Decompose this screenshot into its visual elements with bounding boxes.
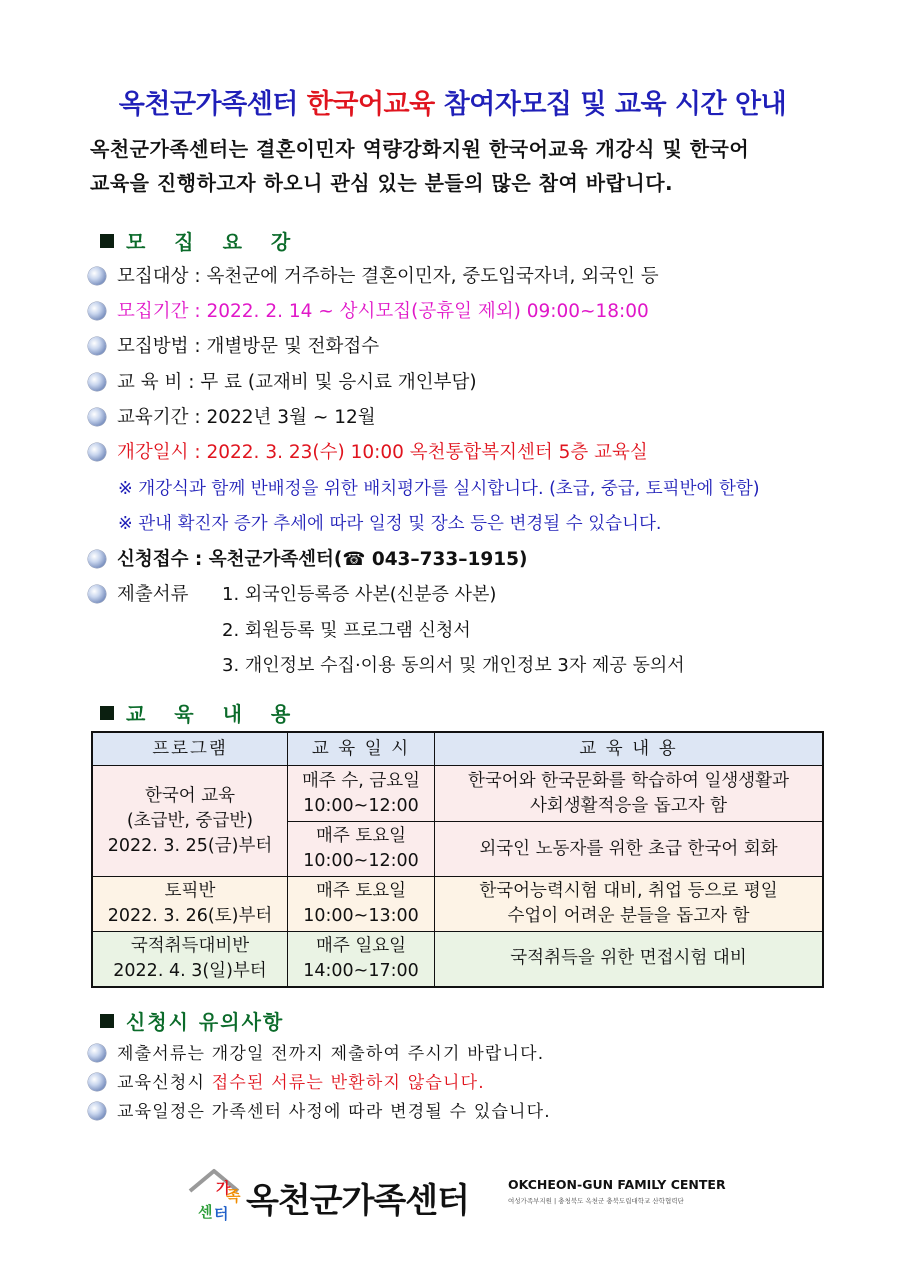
cautions-heading: 신청시 유의사항	[100, 1006, 284, 1035]
page-title	[0, 82, 905, 121]
cell-korean-time-2: 매주 토요일 10:00~12:00	[288, 822, 435, 877]
logo-char: 센	[198, 1203, 213, 1221]
recruit-heading: 모 집 요 강	[100, 226, 301, 255]
caution-item-2: 교육신청시 접수된 서류는 반환하지 않습니다.	[88, 1068, 485, 1093]
intro-text	[90, 132, 830, 200]
table-header-row	[92, 732, 823, 766]
caution-item-3: 교육일정은 가족센터 사정에 따라 변경될 수 있습니다.	[88, 1097, 551, 1122]
education-table	[91, 731, 824, 988]
recruit-method: 모집방법 : 개별방문 및 전화접수	[88, 332, 379, 358]
cell-korean-desc-2: 외국인 노동자를 위한 초급 한국어 회화	[435, 822, 824, 877]
recruit-note-1: ※ 개강식과 함께 반배정을 위한 배치평가를 실시합니다. (초급, 중급, 토픽반에 한함)	[118, 479, 760, 499]
bullet-icon	[88, 585, 106, 603]
table-row	[92, 877, 823, 932]
cell-korean-time-1: 매주 수, 금요일 10:00~12:00	[288, 766, 435, 822]
title-rest: 참여자모집 및 교육 시간 안내	[443, 89, 787, 120]
cell-korean-program: 한국어 교육 (초급반, 중급반) 2022. 3. 25(금)부터	[92, 766, 288, 877]
cell-nat-program: 국적취득대비반 2022. 4. 3(일)부터	[92, 932, 288, 987]
bullet-icon	[88, 408, 106, 426]
center-subtitle: 여성가족부지원 | 충청북도 옥천군 충북도립대학교 산학협력단	[508, 1197, 684, 1205]
bullet-icon	[88, 550, 106, 568]
cell-nat-desc: 국적취득을 위한 면접시험 대비	[435, 932, 824, 987]
cell-korean-desc-1: 한국어와 한국문화를 학습하여 일생생활과 사회생활적응을 돕고자 함	[435, 766, 824, 822]
bullet-icon	[88, 267, 106, 285]
cell-topik-time: 매주 토요일 10:00~13:00	[288, 877, 435, 932]
table-row	[92, 932, 823, 987]
caution-item-1: 제출서류는 개강일 전까지 제출하여 주시기 바랍니다.	[88, 1039, 544, 1064]
cell-nat-time: 매주 일요일 14:00~17:00	[288, 932, 435, 987]
square-bullet-icon	[100, 1014, 114, 1028]
header-program: 프로그램	[92, 732, 288, 766]
intro-line-1: 옥천군가족센터는 결혼이민자 역량강화지원 한국어교육 개강식 및 한국어	[90, 137, 750, 161]
logo-char: 족	[226, 1187, 241, 1205]
bullet-icon	[88, 1044, 106, 1062]
square-bullet-icon	[100, 234, 114, 248]
bullet-icon	[88, 302, 106, 320]
center-name: 옥천군가족센터	[246, 1181, 469, 1221]
title-highlight: 한국어교육	[306, 89, 435, 120]
doc-item-1: 1. 외국인등록증 사본(신분증 사본)	[222, 584, 497, 605]
cell-topik-program: 토픽반 2022. 3. 26(토)부터	[92, 877, 288, 932]
bullet-icon	[88, 1073, 106, 1091]
bullet-icon	[88, 337, 106, 355]
table-row	[92, 766, 823, 822]
bullet-icon	[88, 443, 106, 461]
recruit-opening: 개강일시 : 2022. 3. 23(수) 10:00 옥천통합복지센터 5층 교육실	[88, 438, 648, 464]
recruit-duration: 교육기간 : 2022년 3월 ~ 12월	[88, 403, 376, 429]
header-content: 교 육 내 용	[435, 732, 824, 766]
phone-icon: ☎	[342, 549, 366, 570]
doc-item-2: 2. 회원등록 및 프로그램 신청서	[222, 620, 471, 641]
footer-logo	[186, 1165, 726, 1227]
square-bullet-icon	[100, 706, 114, 720]
title-center: 옥천군가족센터	[118, 89, 298, 120]
recruit-fee: 교 육 비 : 무 료 (교재비 및 응시료 개인부담)	[88, 368, 477, 394]
content-heading: 교 육 내 용	[100, 698, 301, 727]
house-logo-icon	[186, 1165, 242, 1221]
center-name-english: OKCHEON-GUN FAMILY CENTER	[508, 1177, 726, 1192]
recruit-target: 모집대상 : 옥천군에 거주하는 결혼이민자, 중도입국자녀, 외국인 등	[88, 262, 659, 288]
header-schedule: 교 육 일 시	[288, 732, 435, 766]
bullet-icon	[88, 1102, 106, 1120]
recruit-docs-label: 제출서류	[88, 580, 188, 606]
intro-line-2: 교육을 진행하고자 하오니 관심 있는 분들의 많은 참여 바랍니다.	[90, 171, 674, 195]
doc-item-3: 3. 개인정보 수집·이용 동의서 및 개인정보 3자 제공 동의서	[222, 655, 685, 676]
recruit-period: 모집기간 : 2022. 2. 14 ~ 상시모집(공휴일 제외) 09:00~18:00	[88, 297, 649, 323]
recruit-note-2: ※ 관내 확진자 증가 추세에 따라 일정 및 장소 등은 변경될 수 있습니다.	[118, 514, 662, 534]
logo-char: 터	[214, 1205, 229, 1221]
logo-char: 가	[216, 1179, 231, 1197]
cell-topik-desc: 한국어능력시험 대비, 취업 등으로 평일 수업이 어려운 분들을 돕고자 함	[435, 877, 824, 932]
recruit-apply: 신청접수 : 옥천군가족센터(☎ 043–733–1915)	[88, 545, 528, 571]
bullet-icon	[88, 373, 106, 391]
